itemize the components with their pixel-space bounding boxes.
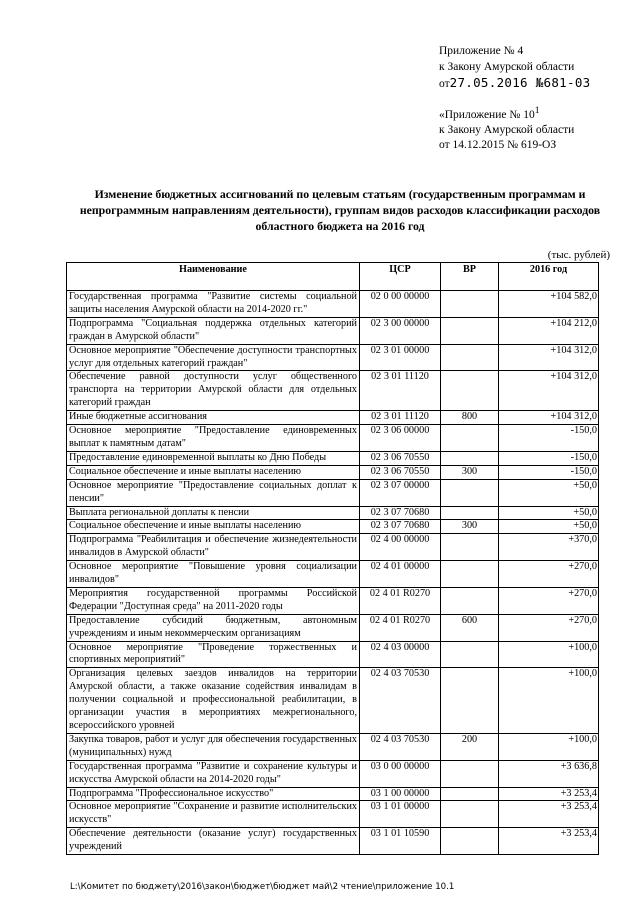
units-label: (тыс. рублей) [547,249,610,261]
row-vr-cell: 800 [441,411,499,425]
table-row [67,479,599,506]
row-amount-cell: +104 312,0 [499,344,599,371]
row-vr-cell [441,344,499,371]
handwritten-date-number: 27.05.2016 №681-03 [449,75,591,90]
row-name-cell: Государственная программа "Развитие системы социальной защиты населения Амурской области на 2014-2020 гг." [67,291,360,318]
appendix-number: Приложение № 4 [439,45,524,57]
row-vr-cell: 600 [441,614,499,641]
row-amount-cell: +104 582,0 [499,291,599,318]
date-prefix: от [439,78,450,90]
row-csr-cell: 02 4 03 70530 [360,668,441,734]
row-amount-cell: -150,0 [499,425,599,452]
row-amount-cell: +3 253,4 [499,801,599,828]
row-csr-cell: 02 4 03 00000 [360,641,441,668]
row-name-cell: Социальное обеспечение и иные выплаты населению [67,520,360,534]
row-name-cell: Основное мероприятие "Предоставление социальных доплат к пенсии" [67,479,360,506]
row-csr-cell: 02 4 01 00000 [360,561,441,588]
row-csr-cell: 02 4 01 R0270 [360,587,441,614]
row-name-cell: Организация целевых заездов инвалидов на территории Амурской области, а также оказание содействия инвалидам в получении социальной и профессиональной реабилитации, в организации участия в мероприятиях межрегионального, всероссийского уровней [67,668,360,734]
row-amount-cell: +100,0 [499,733,599,760]
row-amount-cell: +3 253,4 [499,828,599,855]
table-row [67,801,599,828]
row-vr-cell [441,641,499,668]
table-row [67,506,599,520]
row-vr-cell [441,587,499,614]
row-vr-cell [441,317,499,344]
row-csr-cell: 02 3 06 70550 [360,451,441,465]
row-name-cell: Иные бюджетные ассигнования [67,411,360,425]
document-header [439,44,591,154]
row-vr-cell [441,479,499,506]
law-date-line [439,75,591,93]
row-vr-cell [441,506,499,520]
row-vr-cell [441,425,499,452]
table-row [67,291,599,318]
row-name-cell: Обеспечение деятельности (оказание услуг) государственных учреждений [67,828,360,855]
row-name-cell: Подпрограмма "Профессиональное искусство" [67,787,360,801]
law-reference: к Закону Амурской области [439,60,575,73]
row-vr-cell [441,561,499,588]
row-vr-cell [441,760,499,787]
table-row [67,451,599,465]
row-name-cell: Предоставление субсидий бюджетным, автономным учреждениям и иным некоммерческим организациям [67,614,360,641]
table-row [67,587,599,614]
table-row [67,465,599,479]
row-name-cell: Предоставление единовременной выплаты ко Дню Победы [67,451,360,465]
table-row [67,534,599,561]
original-law-reference: к Закону Амурской области [439,123,575,136]
row-csr-cell: 02 3 01 11120 [360,371,441,411]
row-csr-cell: 02 3 07 70680 [360,506,441,520]
row-amount-cell: +270,0 [499,587,599,614]
row-name-cell: Закупка товаров, работ и услуг для обеспечения государственных (муниципальных) нужд [67,733,360,760]
row-vr-cell [441,801,499,828]
row-name-cell: Выплата региональной доплаты к пенсии [67,506,360,520]
row-name-cell: Подпрограмма "Социальная поддержка отдельных категорий граждан в Амурской области" [67,317,360,344]
column-header-csr: ЦСР [360,263,441,291]
row-name-cell: Мероприятия государственной программы Российской Федерации "Доступная среда" на 2011-2020 годы [67,587,360,614]
row-name-cell: Основное мероприятие "Сохранение и развитие исполнительских искусств" [67,801,360,828]
table-row [67,828,599,855]
row-amount-cell: +50,0 [499,520,599,534]
row-amount-cell: +100,0 [499,641,599,668]
table-row [67,344,599,371]
row-amount-cell: +3 253,4 [499,787,599,801]
row-amount-cell: +3 636,8 [499,760,599,787]
row-csr-cell: 02 3 06 00000 [360,425,441,452]
row-csr-cell: 02 4 01 R0270 [360,614,441,641]
row-name-cell: Государственная программа "Развитие и сохранение культуры и искусства Амурской области на 2014-2020 годы" [67,760,360,787]
table-body [67,291,599,855]
row-name-cell: Социальное обеспечение и иные выплаты населению [67,465,360,479]
row-csr-cell: 03 1 01 10590 [360,828,441,855]
row-csr-cell: 03 0 00 00000 [360,760,441,787]
row-vr-cell [441,534,499,561]
row-amount-cell: +104 312,0 [499,371,599,411]
row-csr-cell: 02 3 06 70550 [360,465,441,479]
original-appendix-number: «Приложение № $10^1$ [439,104,540,121]
row-amount-cell: +104 312,0 [499,411,599,425]
table-row [67,614,599,641]
row-vr-cell: 200 [441,733,499,760]
column-header-year: 2016 год [499,263,599,291]
table-row [67,668,599,734]
row-amount-cell: +100,0 [499,668,599,734]
row-csr-cell: 03 1 01 00000 [360,801,441,828]
row-csr-cell: 02 4 00 00000 [360,534,441,561]
budget-table [66,262,599,855]
row-vr-cell [441,291,499,318]
file-path-footer: L:\Комитет по бюджету\2016\закон\бюджет\бюджет май\2 чтение\приложение 10.1 [70,882,455,892]
row-name-cell: Подпрограмма "Реабилитация и обеспечение жизнедеятельности инвалидов в Амурской области" [67,534,360,561]
original-law-date: от 14.12.2015 № 619-ОЗ [439,139,557,152]
table-row [67,641,599,668]
row-name-cell: Обеспечение равной доступности услуг общественного транспорта на территории Амурской области для отдельных категорий граждан [67,371,360,411]
row-amount-cell: +50,0 [499,479,599,506]
row-name-cell: Основное мероприятие "Обеспечение доступности транспортных услуг для отдельных категорий граждан" [67,344,360,371]
row-vr-cell [441,371,499,411]
row-vr-cell [441,787,499,801]
row-amount-cell: +104 212,0 [499,317,599,344]
row-csr-cell: 02 3 01 11120 [360,411,441,425]
table-row [67,520,599,534]
row-vr-cell [441,828,499,855]
row-vr-cell: 300 [441,465,499,479]
row-amount-cell: -150,0 [499,465,599,479]
row-amount-cell: +370,0 [499,534,599,561]
table-row [67,561,599,588]
row-csr-cell: 03 1 00 00000 [360,787,441,801]
document-title: Изменение бюджетных ассигнований по целевым статьям (государственным программам и непрограммным направлениям деятельности), группам видов расходов классификации расходов областного бюджета на 2016 год [79,187,601,233]
table-row [67,317,599,344]
row-vr-cell [441,451,499,465]
column-header-vr: ВР [441,263,499,291]
row-name-cell: Основное мероприятие "Проведение торжественных и спортивных мероприятий" [67,641,360,668]
row-csr-cell: 02 0 00 00000 [360,291,441,318]
row-name-cell: Основное мероприятие "Повышение уровня социализации инвалидов" [67,561,360,588]
row-amount-cell: -150,0 [499,451,599,465]
table-row [67,411,599,425]
row-vr-cell [441,668,499,734]
row-csr-cell: 02 4 03 70530 [360,733,441,760]
table-row [67,425,599,452]
table-header-row [67,263,599,291]
appendix-superscript: 1 [534,104,540,116]
row-csr-cell: 02 3 01 00000 [360,344,441,371]
table-row [67,733,599,760]
table-row [67,760,599,787]
row-vr-cell: 300 [441,520,499,534]
row-csr-cell: 02 3 07 70680 [360,520,441,534]
table-row [67,787,599,801]
row-amount-cell: +270,0 [499,614,599,641]
row-amount-cell: +270,0 [499,561,599,588]
row-csr-cell: 02 3 07 00000 [360,479,441,506]
row-csr-cell: 02 3 00 00000 [360,317,441,344]
column-header-name: Наименование [67,263,360,291]
row-amount-cell: +50,0 [499,506,599,520]
row-name-cell: Основное мероприятие "Предоставление единовременных выплат к памятным датам" [67,425,360,452]
table-row [67,371,599,411]
